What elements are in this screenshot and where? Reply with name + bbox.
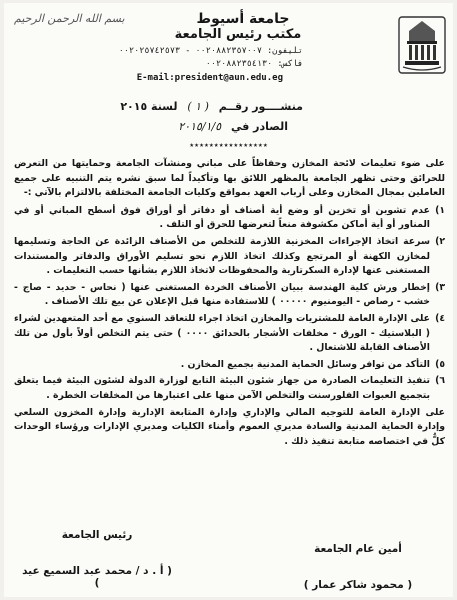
list-item [14,204,445,233]
email-line: E-mail:president@aun.edu.eg [136,73,283,83]
issued-label: الصادر في [230,120,288,133]
item-text: التأكد من توافر وسائل الحماية المدنية بجميع المخازن . [180,358,430,370]
item-text: عدم تشوين أو تخزين أو وضع أية أصناف أو دفاتر أو أوراق فوق أسطح المباني أو في المناور أو أية أماكن مكشوفة منعاً لتعرضها للحرق أو التلف . [14,204,430,231]
signature-role: رئيس الجامعة [61,529,133,541]
item-text: سرعة اتخاذ الإجراءات المخزنية اللازمة للتخلص من الأصناف الزائدة عن الحاجة وتسليمها لمخازن الكهنة أو المرتجع وكذلك اتخاذ اللازم نحو تسليم الأوراق والدفاتر والمستندات المستغنى عنها لإدارة السكرتارية والمحفوظات لاتخاذ اللازم بشأنها حسب التعليمات . [14,235,430,277]
closing-paragraph: على الإدارة العامة للتوجيه المالي والإداري وإدارة المتابعة الإدارية وإدارة المخزون السلعي وإدارة الحماية المدنية والسادة مديري العموم وأمناء الكليات ومديري الإدارات ورؤساء الوحدات كلٌّ في اختصاصه متابعة تنفيذ ذلك . [14,406,445,447]
signature-role: أمين عام الجامعة [314,543,402,555]
university-logo-icon [397,15,447,75]
instruction-list [14,204,445,404]
item-number: ٦) [435,375,445,387]
signature-name: ( أ . د / محمد عبد السميع عيد ) [22,565,172,589]
item-number: ٥) [435,358,445,370]
document-page [4,3,453,597]
item-number: ١) [435,204,445,216]
letterhead [4,3,453,151]
list-item [14,235,445,279]
basmala: بسم الله الرحمن الرحيم [14,12,125,25]
issued-date: ٢٠١٥/١/٥ [178,120,222,133]
list-item [14,374,445,403]
circular-number-line [120,100,303,113]
circular-year: لسنة ٢٠١٥ [120,100,178,113]
circular-label: منشــــور رقــم [218,100,303,113]
issued-date-line [172,120,288,133]
item-number: ٢) [435,235,445,247]
circular-number: ( ١ ) [187,100,209,113]
intro-paragraph: على ضوء تعليمات لائحة المخازن وحفاظاً على مباني ومنشآت الجامعة وحمايتها من التعرض للحرائق وحتى تظهر الجامعة بالمظهر اللائق بها وتأكيداً لما سبق نشره يتم التنبيه على جميع العاملين بمجال المخازن وعلى أرباب العهد بمواقع وكليات الجامعة المختلفة بالالتزام بالآتي :- [14,158,445,199]
phone-line: تليفون: ٠٠٢٠٨٨٢٣٥٧٠٠٧ - ٠٠٢٠٢٥٧٤٢٥٧٣ [118,46,303,56]
item-number: ٣) [435,281,445,293]
president-signature-block [22,529,172,589]
item-number: ٤) [435,312,445,324]
list-item [14,281,445,310]
item-text: على الإدارة العامة للمشتريات والمخازن اتخاذ اجراء للتعاقد السنوي مع أحد المتعهدين لشراء ( البلاستيك - الورق - مخلفات الأشجار بالحدائق ٠٠٠٠ ) حتى يتم التخلص أولاً بأول من تلك الأصناف القابلة للاشتعال . [14,312,430,354]
item-text: إخطار ورش كلية الهندسة ببيان الأصناف الخردة المستغنى عنها ( نحاس - حديد - صاج - خشب - رصاص - اليومنيوم ٠٠٠٠٠ ) للاستفادة منها قبل الإعلان عن بيع تلك الأصناف . [14,281,430,308]
list-item [14,358,445,373]
university-name: جامعة أسيوط [196,11,290,27]
secretary-signature-block [283,543,433,591]
signature-name: ( محمود شاكر عمار ) [303,579,413,591]
list-item [14,312,445,356]
circular-body [14,157,445,459]
star-divider: ٭٭٭٭٭٭٭٭٭٭٭٭٭٭٭٭ [189,141,268,151]
office-name: مكتب رئيس الجامعة [174,27,302,42]
item-text: تنفيذ التعليمات الصادرة من جهاز شئون البيئة التابع لوزارة الدولة لشئون البيئة فيما يتعلق بتجميع العبوات الفلورسنت والتخلص الآمن منها على اعتبارها من المخلفات الخطرة . [14,375,430,401]
fax-line: فاكس: ٠٠٢٠٨٨٢٣٥٤١٣٠ [205,59,303,69]
